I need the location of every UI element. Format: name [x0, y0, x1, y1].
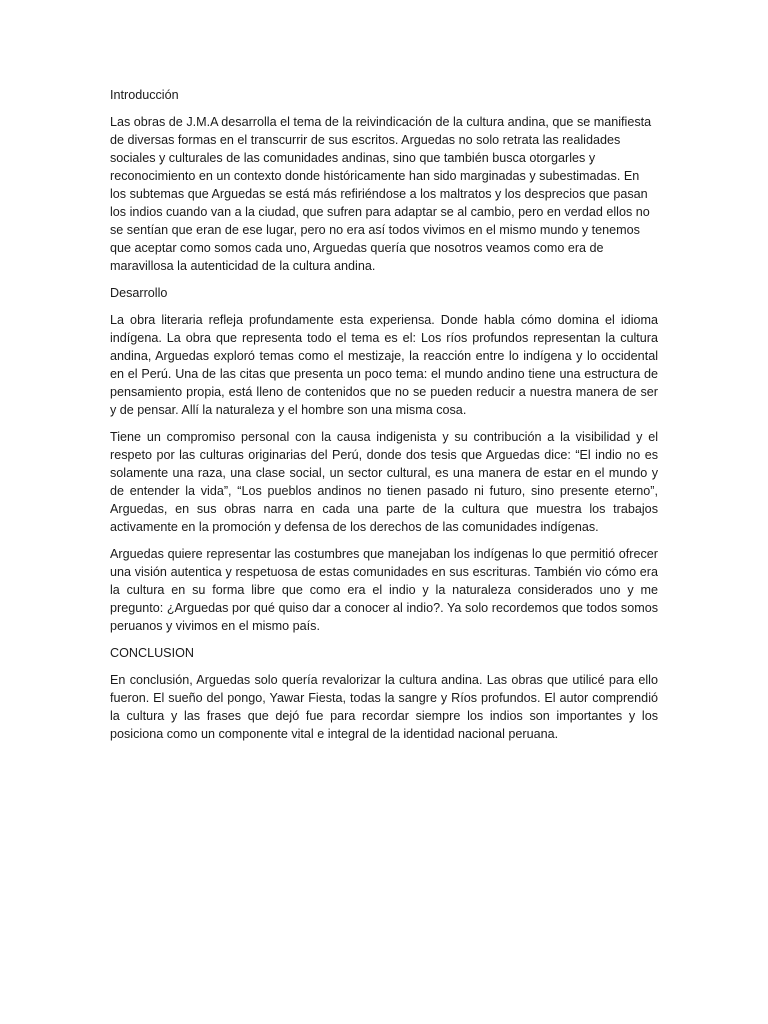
desarrollo-paragraph-1: La obra literaria refleja profundamente esta experiensa. Donde habla cómo domina el idioma indígena. La obra que representa todo el tema es el: Los ríos profundos representan la cultura andina, Arguedas exploró temas como el mestizaje, la reacción entre lo indígena y lo occidental en el Perú. Una de las citas que presenta un poco tema: el mundo andino tiene una estructura de pensamiento propia, está lleno de contenidos que no se pueden reducir a nuestra manera de ser y de pensar. Allí la naturaleza y el hombre son una misma cosa. [110, 313, 658, 417]
intro-paragraph: Las obras de J.M.A desarrolla el tema de la reivindicación de la cultura andina, que se manifiesta de diversas formas en el transcurrir de sus escritos. Arguedas no solo retrata las realidades sociales y culturales de las comunidades andinas, sino que también busca otorgarles y reconocimiento en un contexto donde históricamente han sido marginadas y subestimadas. En los subtemas que Arguedas se está más refiriéndose a los maltratos y los desprecios que pasan los indios cuando van a la ciudad, que sufren para adaptar se al cambio, pero en verdad ellos no se sentían que eran de ese lugar, pero no era así todos vivimos en el mismo mundo y tenemos que aceptar como somos cada uno, Arguedas quería que nosotros veamos como era de maravillosa la autenticidad de la cultura andina. [110, 115, 652, 273]
section-heading-desarrollo: Desarrollo [110, 286, 168, 300]
document-body [110, 86, 658, 752]
conclusion-paragraph: En conclusión, Arguedas solo quería revalorizar la cultura andina. Las obras que utilicé para ello fueron. El sueño del pongo, Yawar Fiesta, todas la sangre y Ríos profundos. El autor comprendió la cultura y las frases que dejó fue para recordar siempre los indios son importantes y los posiciona como un componente vital e integral de la identidad nacional peruana. [110, 673, 658, 741]
section-heading-conclusion: CONCLUSION [110, 646, 194, 660]
desarrollo-paragraph-2: Tiene un compromiso personal con la causa indigenista y su contribución a la visibilidad y el respeto por las culturas originarias del Perú, donde dos tesis que Arguedas dice: “El indio no es solamente una raza, una clase social, un sector cultural, es una manera de estar en el mundo y de entender la vida”, “Los pueblos andinos no tienen pasado ni futuro, sino presente eterno”, Arguedas, en sus obras narra en cada una parte de la cultura que muestra los trabajos activamente en la promoción y defensa de los derechos de las comunidades indígenas. [110, 430, 658, 534]
desarrollo-paragraph-3: Arguedas quiere representar las costumbres que manejaban los indígenas lo que permitió ofrecer una visión autentica y respetuosa de estas comunidades en sus escrituras. También vio cómo era la cultura en su forma libre que como era el indio y la naturaleza considerados uno y me pregunto: ¿Arguedas por qué quiso dar a conocer al indio?. Ya solo recordemos que todos somos peruanos y vivimos en el mismo país. [110, 547, 658, 633]
section-heading-introduccion: Introducción [110, 88, 179, 102]
